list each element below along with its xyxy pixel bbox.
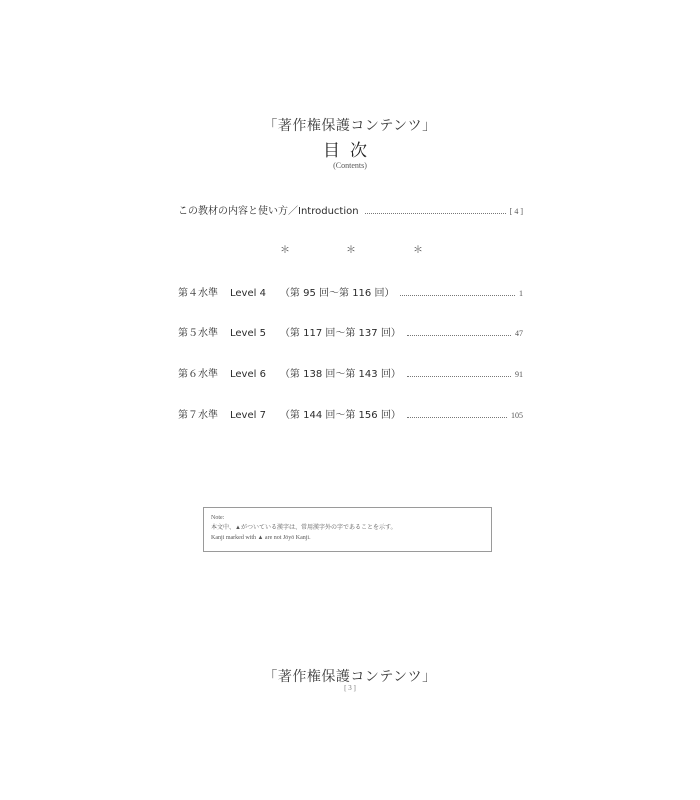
lesson-range: （第 95 回〜第 116 回） bbox=[279, 288, 395, 299]
dot-leader bbox=[407, 335, 511, 336]
toc-row-introduction bbox=[178, 201, 523, 217]
toc-page-number: 91 bbox=[515, 370, 523, 379]
page-subtitle: (Contents) bbox=[333, 161, 367, 170]
note-line-japanese: 本文中、▲がついている漢字は、常用漢字外の字であることを示す。 bbox=[211, 525, 397, 531]
dot-leader bbox=[407, 417, 507, 418]
toc-page-number: 1 bbox=[519, 289, 523, 298]
level-number: Level 7 bbox=[230, 410, 266, 421]
toc-row-level-6 bbox=[178, 364, 523, 380]
level-number: Level 4 bbox=[230, 288, 266, 299]
watermark-top: 「著作権保護コンテンツ」 bbox=[263, 118, 437, 134]
level-label: 第５水準 bbox=[178, 328, 218, 339]
toc-label bbox=[178, 406, 401, 421]
watermark-bottom: 「著作権保護コンテンツ」 bbox=[263, 669, 437, 685]
toc-row-level-5 bbox=[178, 323, 523, 339]
level-number: Level 6 bbox=[230, 369, 266, 380]
note-line-english: Kanji marked with ▲ are not Jōyō Kanji. bbox=[211, 535, 311, 541]
toc-label: この教材の内容と使い方／Introduction bbox=[178, 206, 359, 217]
lesson-range: （第 138 回〜第 143 回） bbox=[279, 369, 401, 380]
page-title: 目次 bbox=[323, 141, 377, 161]
toc-page-number: 105 bbox=[511, 411, 523, 420]
toc-page-number: [ 4 ] bbox=[509, 207, 523, 216]
footer-page-number: [ 3 ] bbox=[344, 684, 356, 692]
note-heading: Note: bbox=[211, 515, 225, 521]
lesson-range: （第 117 回〜第 137 回） bbox=[279, 328, 401, 339]
dot-leader bbox=[365, 213, 506, 214]
toc-label bbox=[178, 365, 401, 380]
toc-row-level-7 bbox=[178, 405, 523, 421]
dot-leader bbox=[400, 295, 515, 296]
toc-label bbox=[178, 324, 401, 339]
separator-star: ＊ bbox=[413, 245, 423, 256]
lesson-range: （第 144 回〜第 156 回） bbox=[279, 410, 401, 421]
toc-row-level-4 bbox=[178, 283, 523, 299]
level-label: 第７水準 bbox=[178, 410, 218, 421]
separator-star: ＊ bbox=[280, 245, 290, 256]
toc-label bbox=[178, 284, 394, 299]
dot-leader bbox=[407, 376, 511, 377]
separator-star: ＊ bbox=[346, 245, 356, 256]
level-number: Level 5 bbox=[230, 328, 266, 339]
toc-page-number: 47 bbox=[515, 329, 523, 338]
note-box bbox=[203, 507, 492, 552]
level-label: 第４水準 bbox=[178, 288, 218, 299]
level-label: 第６水準 bbox=[178, 369, 218, 380]
